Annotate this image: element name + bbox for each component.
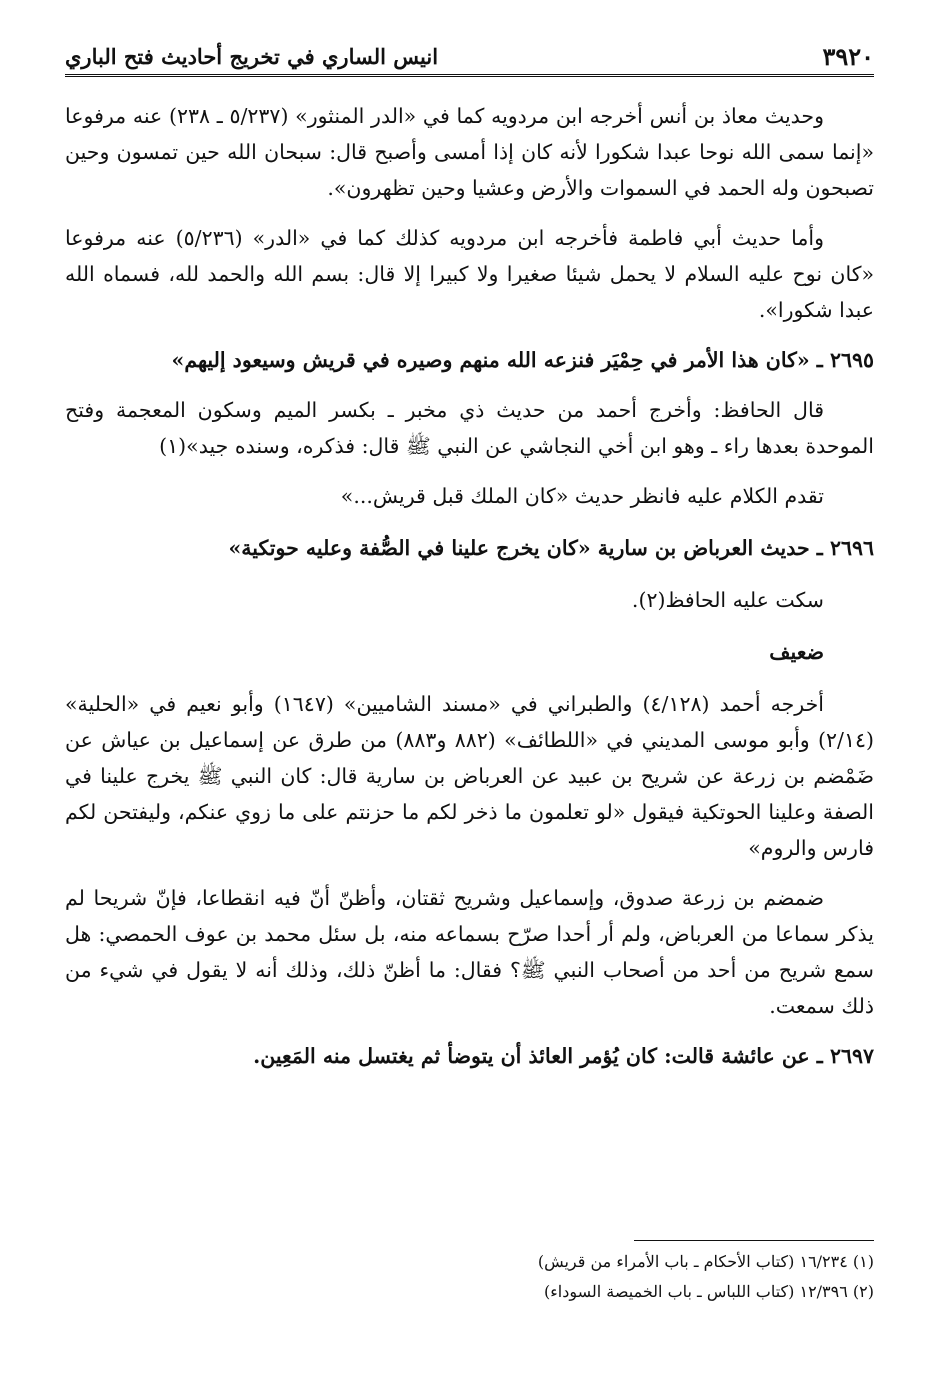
- paragraph-narrators-analysis: ضمضم بن زرعة صدوق، وإسماعيل وشريح ثقتان، وأظنّ أنّ فيه انقطاعا، فإنّ شريحا لم يذكر سماعا من العرباض، ولم أر أحدا صرّح بسماعه منه، بل سئل محمد بن عوف الحمصي: هل سمع شريح من أحد من أصحاب النبي ﷺ؟ فقال: ما أظنّ ذلك، وذلك أنه لا يقول في شيء من ذلك سمعت.: [65, 886, 874, 1018]
- hadith-2696: ٢٦٩٦ ـ حديث العرباض بن سارية «كان يخرج علينا في الصُّفة وعليه حوتكية»: [228, 536, 874, 560]
- paragraph-cross-reference: تقدم الكلام عليه فانظر حديث «كان الملك قبل قريش...»: [340, 484, 824, 508]
- paragraph-silence-note: سكت عليه الحافظ(٢).: [631, 588, 824, 612]
- paragraph-muadh-hadith: وحديث معاذ بن أنس أخرجه ابن مردويه كما في «الدر المنثور» (٥/٢٣٧ ـ ٢٣٨) عنه مرفوعا «إنما سمى الله نوحا عبدا شكورا لأنه كان إذا أمسى وأصبح قال: سبحان الله حين تمسون وحين تصبحون وله الحمد في السموات والأرض وعشيا وحين تظهرون».: [65, 104, 874, 200]
- page-number: ٣٩٢٠: [822, 42, 874, 71]
- paragraph-abu-fatima-hadith: وأما حديث أبي فاطمة فأخرجه ابن مردويه كذلك كما في «الدر» (٥/٢٣٦) عنه مرفوعا «كان نوح عليه السلام لا يحمل شيئا صغيرا ولا كبيرا إلا قال: بسم الله والحمد لله، فسماه الله عبدا شكورا».: [65, 226, 874, 322]
- footnote-1: (١) ١٦/٢٣٤ (كتاب الأحكام ـ باب الأمراء من قريش): [537, 1252, 874, 1271]
- page-body: [65, 98, 874, 1088]
- book-title: انيس الساري في تخريج أحاديث فتح الباري: [65, 44, 439, 69]
- footnotes: [65, 1240, 874, 1307]
- footnote-2: (٢) ١٢/٣٩٦ (كتاب اللباس ـ باب الخميصة السوداء): [544, 1282, 874, 1301]
- paragraph-takhrij: أخرجه أحمد (٤/١٢٨) والطبراني في «مسند الشاميين» (١٦٤٧) وأبو نعيم في «الحلية» (٢/١٤) وأبو موسى المديني في «اللطائف» (٨٨٢ و٨٨٣) من طرق عن إسماعيل بن عياش عن ضَمْضم بن زرعة عن شريح بن عبيد عن العرباض بن سارية قال: كان النبي ﷺ يخرج علينا في الصفة وعلينا الحوتكية فيقول «لو تعلمون ما ذخر لكم ما حزنتم على ما زوي عنكم، وليفتحن لكم فارس والروم»: [65, 692, 874, 860]
- footnote-divider: [634, 1240, 874, 1241]
- running-header: [65, 40, 874, 77]
- paragraph-hafiz-comment: قال الحافظ: وأخرج أحمد من حديث ذي مخبر ـ بكسر الميم وسكون المعجمة وفتح الموحدة بعدها راء ـ وهو ابن أخي النجاشي عن النبي ﷺ قال: فذكره، وسنده جيد»(١): [65, 398, 874, 458]
- hadith-2697: ٢٦٩٧ ـ عن عائشة قالت: كان يُؤمر العائذ أن يتوضأ ثم يغتسل منه المَعِين.: [253, 1044, 874, 1068]
- hadith-2695: ٢٦٩٥ ـ «كان هذا الأمر في حِمْيَر فنزعه الله منهم وصيره في قريش وسيعود إليهم»: [171, 348, 874, 372]
- grade-label: ضعيف: [769, 640, 824, 664]
